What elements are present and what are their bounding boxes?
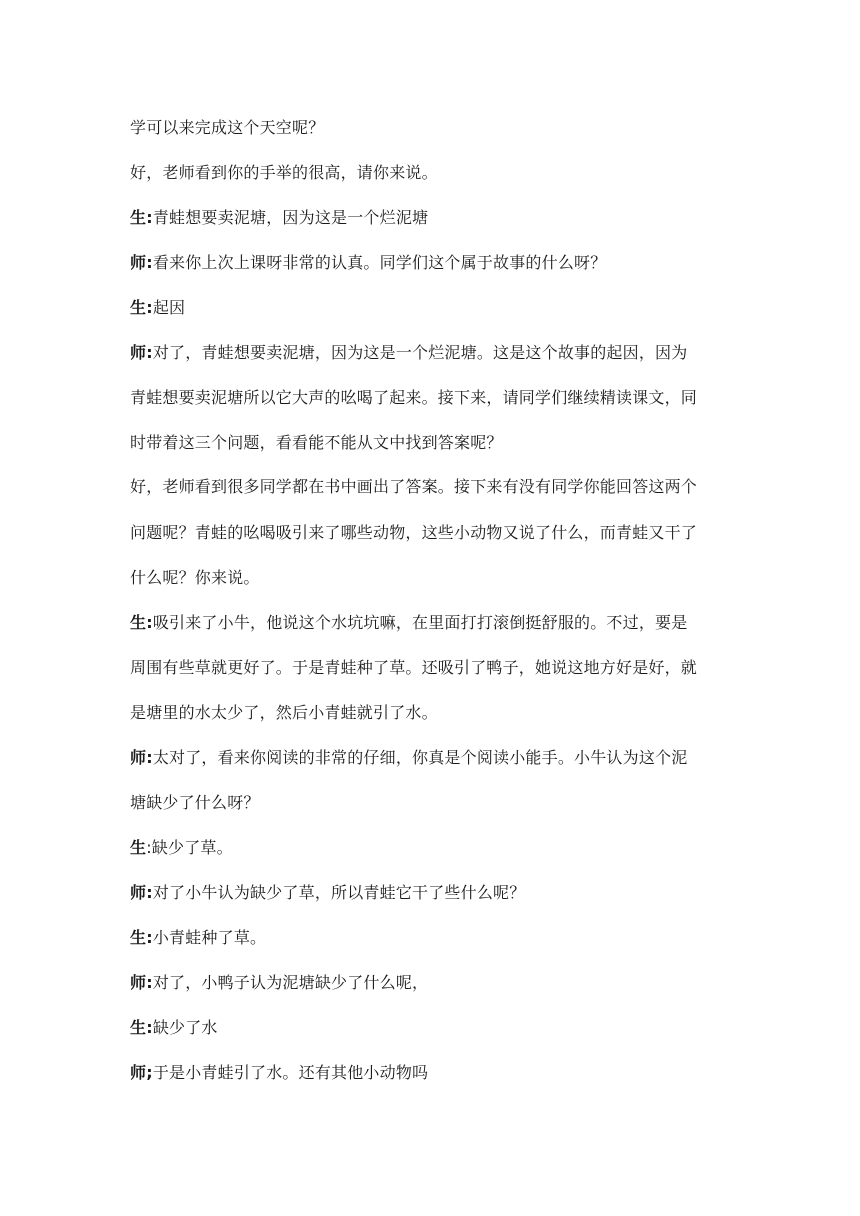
speaker-label: 生: xyxy=(130,613,153,632)
text-line xyxy=(130,297,740,319)
text-line xyxy=(130,702,740,724)
text-line xyxy=(130,522,740,544)
line-text: 时带着这三个问题，看看能不能从文中找到答案呢？ xyxy=(130,433,503,452)
text-line xyxy=(130,1017,740,1039)
line-text: 青蛙想要卖泥塘所以它大声的吆喝了起来。接下来，请同学们继续精读课文，同 xyxy=(130,388,698,407)
line-text: 看来你上次上课呀非常的认真。同学们这个属于故事的什么呀？ xyxy=(152,253,607,272)
line-text: 学可以来完成这个天空呢？ xyxy=(130,118,325,137)
speaker-label: 师: xyxy=(130,883,153,902)
text-line xyxy=(130,117,740,139)
line-text: 问题呢？青蛙的吆喝吸引来了哪些动物，这些小动物又说了什么，而青蛙又干了 xyxy=(130,523,698,542)
text-line xyxy=(130,612,740,634)
text-line xyxy=(130,162,740,184)
line-text: 吸引来了小牛，他说这个水坑坑嘛，在里面打打滚倒挺舒服的。不过，要是 xyxy=(152,613,688,632)
speaker-label: 师: xyxy=(130,343,153,362)
text-line xyxy=(130,387,740,409)
line-text: 塘缺少了什么呀？ xyxy=(130,793,260,812)
speaker-label: 生: xyxy=(130,928,153,947)
line-text: 青蛙想要卖泥塘，因为这是一个烂泥塘 xyxy=(152,208,429,227)
speaker-label: 生: xyxy=(130,208,153,227)
text-line xyxy=(130,747,740,769)
line-text: 对了，青蛙想要卖泥塘，因为这是一个烂泥塘。这是这个故事的起因，因为 xyxy=(152,343,688,362)
text-line xyxy=(130,792,740,814)
speaker-label: 师; xyxy=(130,1063,153,1082)
line-text: 好，老师看到很多同学都在书中画出了答案。接下来有没有同学你能回答这两个 xyxy=(130,477,698,496)
line-text: 小青蛙种了草。 xyxy=(152,928,267,947)
text-line xyxy=(130,342,740,364)
text-line xyxy=(130,207,740,229)
speaker-label: 师: xyxy=(130,748,153,767)
line-text: 周围有些草就更好了。于是青蛙种了草。还吸引了鸭子，她说这地方好是好，就 xyxy=(130,658,698,677)
text-line xyxy=(130,1062,740,1084)
text-line xyxy=(130,567,740,589)
text-line xyxy=(130,927,740,949)
line-text: 对了小牛认为缺少了草，所以青蛙它干了些什么呢？ xyxy=(152,883,526,902)
line-text: 太对了，看来你阅读的非常的仔细，你真是个阅读小能手。小牛认为这个泥 xyxy=(152,748,688,767)
text-line xyxy=(130,882,740,904)
line-text: 于是小青蛙引了水。还有其他小动物吗 xyxy=(152,1063,429,1082)
line-text: 好，老师看到你的手举的很高，请你来说。 xyxy=(130,163,438,182)
line-text: 缺少了水 xyxy=(152,1018,218,1037)
text-line xyxy=(130,657,740,679)
text-line xyxy=(130,432,740,454)
text-line xyxy=(130,476,740,498)
text-line xyxy=(130,972,740,994)
speaker-label: 生 xyxy=(130,838,147,857)
text-line xyxy=(130,252,740,274)
line-text: 起因 xyxy=(152,298,186,317)
speaker-label: 师: xyxy=(130,973,153,992)
speaker-label: 师: xyxy=(130,253,153,272)
speaker-label: 生: xyxy=(130,1018,153,1037)
text-line xyxy=(130,837,740,859)
line-text: 对了，小鸭子认为泥塘缺少了什么呢， xyxy=(152,973,429,992)
line-text: 是塘里的水太少了，然后小青蛙就引了水。 xyxy=(130,703,438,722)
line-text: :缺少了草。 xyxy=(146,838,233,857)
line-text: 什么呢？你来说。 xyxy=(130,568,260,587)
speaker-label: 生: xyxy=(130,298,153,317)
